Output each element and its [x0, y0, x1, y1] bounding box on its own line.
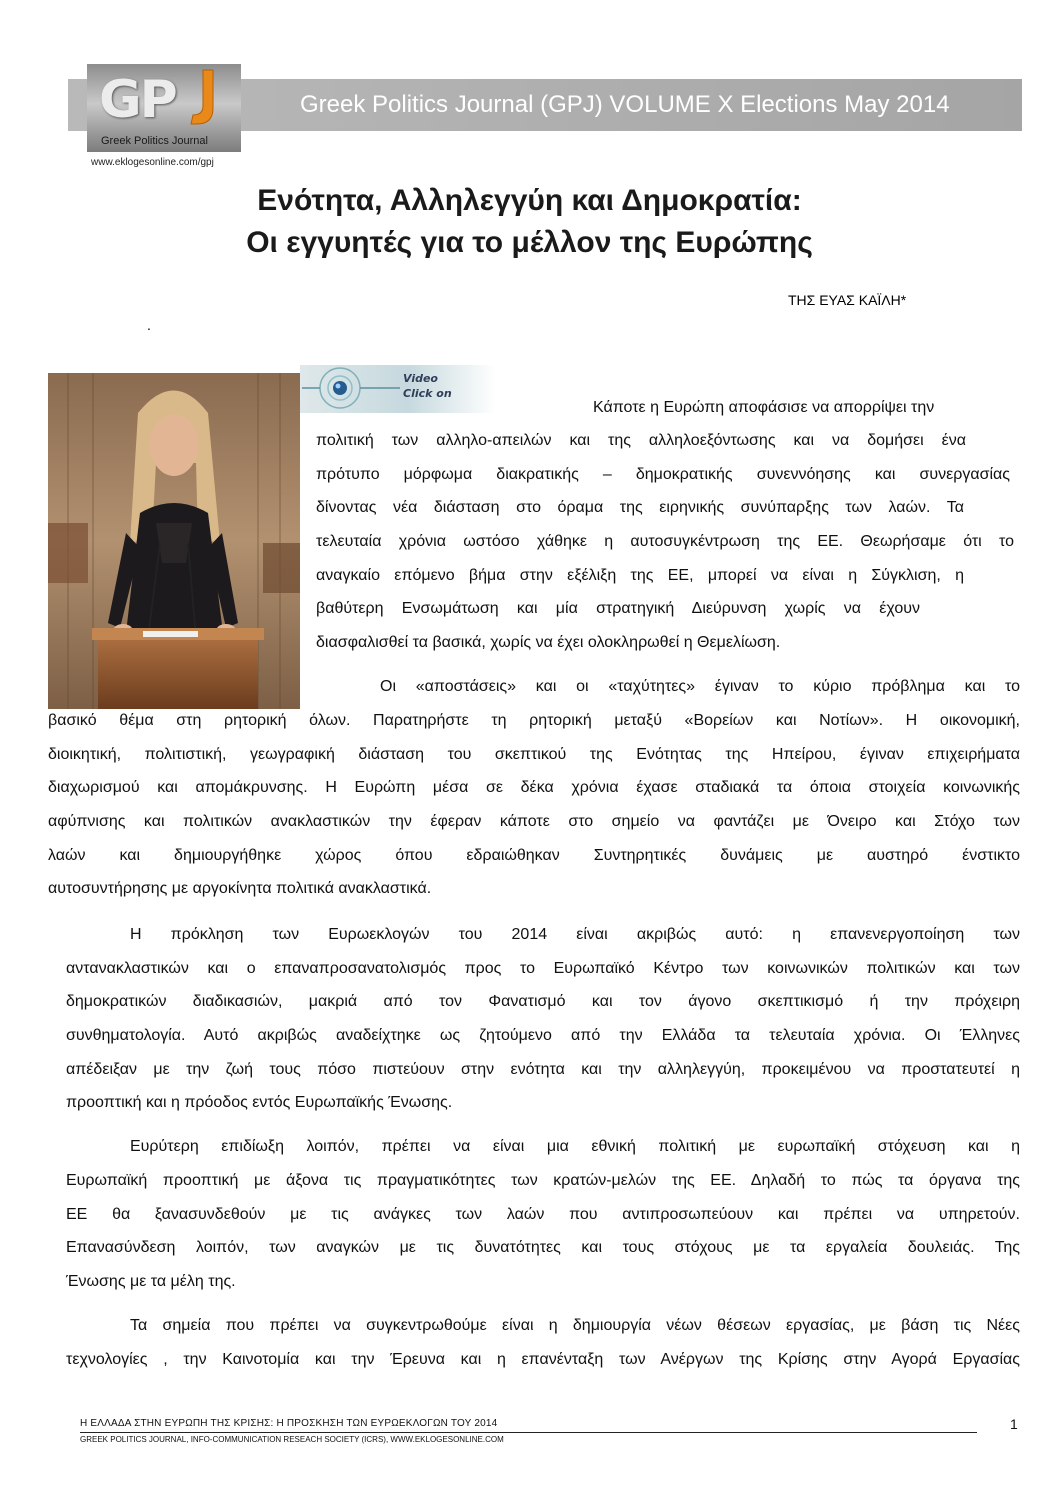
article-author: ΤΗΣ ΕΥΑΣ ΚΑΪΛΗ* — [788, 292, 907, 308]
stray-mark: . — [147, 317, 151, 333]
body-line: αυτοσυντήρησης με αργοκίνητα πολιτικά ανακλαστικά. — [48, 880, 432, 897]
body-line: Ευρύτερη επιδίωξη λοιπόν, πρέπει να είναι μια εθνική πολιτική με ευρωπαϊκή στόχευση και η — [130, 1138, 1020, 1155]
logo-letters: GP — [99, 70, 176, 130]
page-number: 1 — [1010, 1416, 1018, 1432]
article-title-line-1: Ενότητα, Αλληλεγγύη και Δημοκρατία: — [257, 184, 802, 217]
body-line: βαθύτερη Ενσωμάτωση και μία στρατηγική Διεύρυνση χωρίς να έχουν — [316, 600, 920, 617]
body-line: απέδειξαν με την ζωή τους πόσο πιστεύουν στην ενότητα και την αλληλεγγύη, προκειμένου να προστατευτεί η — [66, 1061, 1020, 1078]
body-line: Ευρωπαϊκή προοπτική με άξονα τις πραγματικότητες των κρατών-μελών της ΕΕ. Δηλαδή το πώς τα όργανα της — [66, 1172, 1020, 1189]
video-label-line-2: Click on — [403, 387, 452, 400]
body-line: Η πρόκληση των Ευρωεκλογών του 2014 είναι ακριβώς αυτό: η επανενεργοποίηση των — [130, 926, 1020, 943]
body-line: Επανασύνδεση λοιπόν, των αναγκών με τις δυνατότητες και τους στόχους με τα εργαλεία δουλειάς. Της — [66, 1239, 1020, 1256]
body-line: διασφαλισθεί τα βασικά, χωρίς να έχει ολοκληρωθεί η Θεμελίωση. — [316, 634, 781, 651]
body-line: βασικό θέμα στη ρητορική όλων. Παρατηρήστε τη ρητορική μεταξύ «Βορείων και Νοτίων». Η οικονομική, — [48, 712, 1020, 729]
body-line: συνθηματολογία. Αυτό ακριβώς αναδείχτηκε ως ζητούμενο από την Ελλάδα τα τελευταία χρόνια. Οι Έλληνες — [66, 1027, 1020, 1044]
body-line: λαών και δημιουργήθηκε χώρος όπου εδραιώθηκαν Συντηρητικές δυνάμεις με αυστηρό ένστικτο — [48, 847, 1020, 864]
body-line: Οι «αποστάσεις» και οι «ταχύτητες» έγιναν το κύριο πρόβλημα και το — [380, 678, 1020, 695]
body-line: διοικητική, πολιτιστική, γεωγραφική διάσταση του σκεπτικού της Ενότητας της Ηπείρου, έγιναν επιχειρήματα — [48, 746, 1020, 763]
journal-title: Greek Politics Journal (GPJ) VOLUME X Elections May 2014 — [300, 91, 950, 118]
body-line: τελευταία χρόνια ωστόσο χάθηκε η αυτοσυγκέντρωση της ΕΕ. Θεωρήσαμε ότι το — [316, 533, 1014, 550]
article-title-line-2: Οι εγγυητές για το μέλλον της Ευρώπης — [246, 226, 813, 259]
body-line: αναγκαίο επόμενο βήμα στην εξέλιξη της ΕΕ, μπορεί να είναι η Σύγκλιση, η — [316, 567, 964, 584]
logo-caption: Greek Politics Journal — [101, 135, 208, 147]
footer-divider — [80, 1432, 977, 1433]
body-line: τεχνολογίες , την Καινοτομία και την Έρευνα και η επανένταξη των Ανέργων της Κρίσης στην Αγορά Εργασίας — [66, 1351, 1020, 1368]
body-line: προοπτική και η πρόοδος εντός Ευρωπαϊκής Ένωσης. — [66, 1094, 453, 1111]
footer-series-title: Η ΕΛΛΑΔΑ ΣΤΗΝ ΕΥΡΩΠΗ ΤΗΣ ΚΡΙΣΗΣ: Η ΠΡΟΣΚΗΣΗ ΤΩΝ ΕΥΡΩΕΚΛΟΓΩΝ ΤΟΥ 2014 — [80, 1418, 498, 1429]
video-label-line-1: Video — [403, 372, 438, 385]
site-url-link[interactable]: www.eklogesonline.com/gpj — [91, 157, 214, 168]
video-button-graphic — [300, 363, 496, 415]
body-line: Κάποτε η Ευρώπη αποφάσισε να απορρίψει την — [593, 399, 935, 416]
gpj-logo — [87, 64, 241, 152]
video-click-on-button[interactable] — [300, 363, 496, 415]
speaker-photo — [48, 373, 300, 709]
body-line: πολιτική των αλληλο-απειλών και της αλληλοεξόντωσης και να δομήσει ένα — [316, 432, 966, 449]
body-line: δίνοντας νέα διάσταση στο όραμα της ειρηνικής συνύπαρξης των λαών. Τα — [316, 499, 964, 516]
speaker-photo-illustration — [48, 373, 300, 709]
logo-j-mark-icon — [189, 68, 215, 126]
body-line: διαχωρισμού και απομάκρυνσης. Η Ευρώπη μέσα σε δέκα χρόνια έχασε σταδιακά τα όποια στοιχεία κοινωνικής — [48, 779, 1020, 796]
body-line: αντανακλαστικών και ο επαναπροσανατολισμός προς το Ευρωπαϊκό Κέντρο των κοινωνικών πολιτικών και των — [66, 960, 1020, 977]
body-line: δημοκρατικών διαδικασιών, μακριά από τον Φανατισμό και τον άγονο σκεπτικισμό ή την πρόχειρη — [66, 993, 1020, 1010]
body-line: Τα σημεία που πρέπει να συγκεντρωθούμε είναι η δημιουργία νέων θέσεων εργασίας, με βάση τις Νέες — [130, 1317, 1020, 1334]
body-line: ΕΕ θα ξανασυνδεθούν με τις ανάγκες των λαών που αντιπροσωπεύουν και πρέπει να υπηρετούν. — [66, 1206, 1020, 1223]
footer-publisher: GREEK POLITICS JOURNAL, INFO-COMMUNICATION RESEACH SOCIETY (ICRS), WWW.EKLOGESONLINE.COM — [80, 1435, 504, 1444]
body-line: αφύπνισης και πολιτικών ανακλαστικών την έφεραν κάποτε στο σημείο να φαντάζει με Όνειρο και Στόχο των — [48, 813, 1020, 830]
body-line: πρότυπο μόρφωμα διακρατικής – δημοκρατικής συνεννόησης και συνεργασίας — [316, 466, 1010, 483]
body-line: Ένωσης με τα μέλη της. — [66, 1273, 236, 1290]
